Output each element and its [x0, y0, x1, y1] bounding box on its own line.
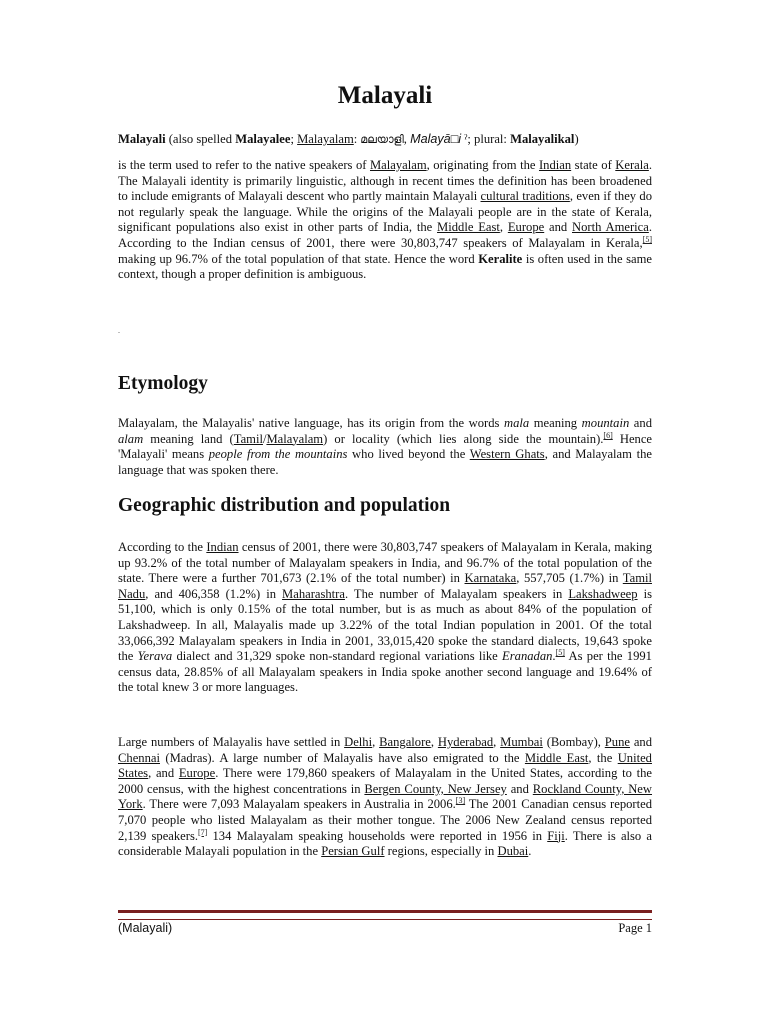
body-text: is often used in the same context, though a proper definition is ambiguous. — [118, 251, 652, 282]
body-text: , even if they do not regularly speak the language. While the origins of the Malayali people are in the state of Kerala, significant populations also exist in other parts of India, the — [118, 189, 653, 235]
body-text: . There were 179,860 speakers of Malayalam in the United States, according to the 2000 census, with the highest concentrations in — [118, 766, 652, 796]
link-indian[interactable]: Indian — [206, 540, 239, 554]
link-malayalam[interactable]: Malayalam — [297, 132, 354, 146]
link-rockland-county[interactable]: Rockland County, New York — [118, 781, 652, 812]
body-text: is the term used to refer to the native speakers of — [118, 158, 370, 172]
body-text: who lived beyond the — [347, 447, 470, 462]
body-text: regions, especially in — [384, 844, 498, 859]
body-text: meaning land ( — [143, 431, 234, 446]
link-bergen-county[interactable]: Bergen County, New Jersey — [364, 781, 507, 796]
italic-term: alam — [118, 431, 144, 446]
intro-text: ) — [574, 132, 579, 146]
link-tamil-nadu[interactable]: Tamil Nadu — [118, 571, 652, 601]
body-text: and — [544, 220, 572, 235]
body-text: ) or locality (which lies along side the mountain). — [323, 431, 604, 446]
body-text: meaning — [529, 416, 582, 430]
body-text: . There is also a considerable Malayali population in the — [118, 828, 652, 859]
body-text: is 51,100, which is only 0.15% of the total number, but is as much as about 84% of the population of Lakshadweep. In all, Malayalis made up 3.22% of the total Indian population in 2001. Of the total 33,066,392 Malayalam speakers in India in 2001, 33,015,420 spoke the standard dialects, 19,643 spoke the — [118, 586, 652, 664]
body-text: (Bombay), — [542, 735, 605, 749]
body-text: census of 2001, there were 30,803,747 speakers of Malayalam in Kerala, making up 93.2% of the total number of Malayalam speakers in India, and 96.7% of the total population of the state. There were a further 701,673 (2.1% of the total number) in — [118, 540, 653, 586]
body-text: dialect and 31,329 spoke non-standard regional variations like — [172, 649, 503, 664]
link-hyderabad[interactable]: Hyderabad — [437, 735, 494, 749]
definition-paragraph — [118, 158, 652, 283]
link-malayalam[interactable]: Malayalam — [266, 431, 324, 446]
link-chennai[interactable]: Chennai — [118, 750, 160, 765]
footer-document-name: (Malayali) — [118, 921, 173, 935]
citation-6[interactable] — [603, 431, 612, 440]
intro-paragraph — [118, 132, 652, 148]
body-text: / — [262, 431, 267, 446]
link-mumbai[interactable]: Mumbai — [500, 735, 543, 749]
link-middle-east[interactable]: Middle East — [437, 220, 500, 235]
link-kerala[interactable]: Kerala — [615, 158, 649, 172]
italic-term: Eranadan — [502, 649, 553, 664]
citation-5[interactable] — [643, 235, 652, 244]
etymology-paragraph — [118, 416, 652, 478]
body-text: , 557,705 (1.7%) in — [516, 571, 623, 586]
stray-mark: . — [118, 326, 120, 335]
body-text: 134 Malayalam speaking households were reported in 1956 in — [207, 828, 548, 843]
link-lakshadweep[interactable]: Lakshadweep — [568, 586, 638, 601]
link-karnataka[interactable]: Karnataka — [464, 571, 517, 586]
link-north-america[interactable]: North America — [572, 220, 649, 235]
heading-etymology: Etymology — [118, 373, 208, 394]
intro-text: , — [403, 132, 411, 146]
citation-link[interactable]: [3] — [455, 796, 466, 806]
body-text: . — [552, 649, 556, 664]
link-europe[interactable]: Europe — [507, 220, 545, 235]
geo-paragraph-2 — [118, 735, 652, 860]
footer-rule — [118, 910, 652, 920]
body-text: Malayalam, the Malayalis' native language, has its origin from the words — [118, 416, 504, 430]
citation-link[interactable]: [6] — [603, 430, 613, 440]
term-malayali: Malayali — [118, 132, 166, 146]
term-malayalee: Malayalee — [235, 132, 291, 146]
footer-page-number: Page 1 — [618, 921, 652, 935]
italic-term: mala — [504, 416, 530, 430]
body-text: . — [528, 844, 532, 859]
body-text: (Madras). A large number of Malayalis have also emigrated to the — [159, 750, 525, 765]
citation-link[interactable]: [5] — [555, 648, 565, 658]
intro-text: ; — [290, 132, 298, 146]
body-text: As per the 1991 census data, 28.85% of all Malayalam speakers in India spoke another second language and 19.64% of the total knew 3 or more languages. — [118, 649, 652, 695]
transliteration: Malayā□i — [410, 132, 462, 146]
body-text: . The Malayali identity is primarily linguistic, although in recent times the definition has been broadened to include emigrants of Malayali descent who partly maintain Malayali — [118, 158, 653, 204]
citation-3[interactable] — [456, 796, 465, 805]
link-pune[interactable]: Pune — [604, 735, 630, 749]
italic-term: people from the mountains — [208, 447, 348, 462]
body-text: , — [493, 735, 501, 749]
body-text: Hence 'Malayali' means — [118, 431, 653, 462]
native-script: മലയാളി — [360, 133, 404, 146]
link-fiji[interactable]: Fiji — [547, 828, 565, 843]
link-western-ghats[interactable]: Western Ghats — [469, 447, 545, 462]
body-text: , and Malayalam the language that was spoken there. — [118, 447, 652, 477]
link-tamil[interactable]: Tamil — [233, 431, 263, 446]
link-persian-gulf[interactable]: Persian Gulf — [321, 844, 385, 859]
link-delhi[interactable]: Delhi — [344, 735, 373, 749]
link-europe[interactable]: Europe — [178, 766, 216, 781]
body-text: , — [430, 735, 438, 749]
geo-paragraph-1 — [118, 540, 652, 696]
body-text: making up 96.7% of the total population of that state. Hence the word — [118, 251, 479, 266]
body-text: . There were 7,093 Malayalam speakers in Australia in 2006. — [142, 797, 456, 812]
link-maharashtra[interactable]: Maharashtra — [282, 586, 345, 601]
body-text: , and 406,358 (1.2%) in — [145, 586, 283, 601]
heading-geographic-distribution: Geographic distribution and population — [118, 495, 451, 516]
link-bangalore[interactable]: Bangalore — [379, 735, 431, 749]
body-text: . The number of Malayalam speakers in — [344, 586, 569, 601]
citation-5[interactable] — [556, 648, 565, 657]
body-text: state of — [571, 158, 616, 172]
body-text: and — [629, 416, 652, 430]
link-malayalam[interactable]: Malayalam — [369, 158, 427, 172]
page-title: Malayali — [337, 82, 433, 109]
body-text: and — [629, 735, 653, 749]
link-middle-east[interactable]: Middle East — [524, 750, 589, 765]
intro-text: : — [353, 132, 361, 146]
citation-link[interactable]: [5] — [642, 234, 652, 244]
body-text: . According to the Indian census of 2001, there were 30,803,747 speakers of Malayalam in Kerala, — [118, 220, 652, 250]
link-united-states[interactable]: United States — [118, 750, 652, 781]
term-keralite: Keralite — [478, 251, 523, 266]
link-cultural-traditions[interactable]: cultural traditions — [480, 189, 570, 204]
body-text: , originating from the — [426, 158, 539, 172]
body-text: , — [372, 735, 380, 749]
intro-text: (also spelled — [165, 132, 236, 146]
citation-7[interactable] — [198, 828, 207, 837]
link-indian[interactable]: Indian — [538, 158, 572, 172]
italic-term: Yerava — [137, 649, 173, 664]
body-text: and — [506, 781, 533, 796]
body-text: , and — [148, 766, 179, 781]
body-text: According to the — [118, 540, 207, 554]
citation-link[interactable]: [7] — [198, 827, 208, 837]
italic-term: mountain — [581, 416, 630, 430]
intro-text: ˀ; plural: — [461, 132, 511, 146]
term-plural: Malayalikal — [510, 132, 575, 146]
body-text: The 2001 Canadian census reported 7,070 people who listed Malayalam as their mother tongue. The 2006 New Zealand census reported 2,139 speakers. — [118, 797, 652, 843]
link-dubai[interactable]: Dubai — [497, 844, 529, 859]
body-text: Large numbers of Malayalis have settled in — [118, 735, 345, 749]
body-text: , — [499, 220, 508, 235]
body-text: , the — [588, 750, 618, 765]
